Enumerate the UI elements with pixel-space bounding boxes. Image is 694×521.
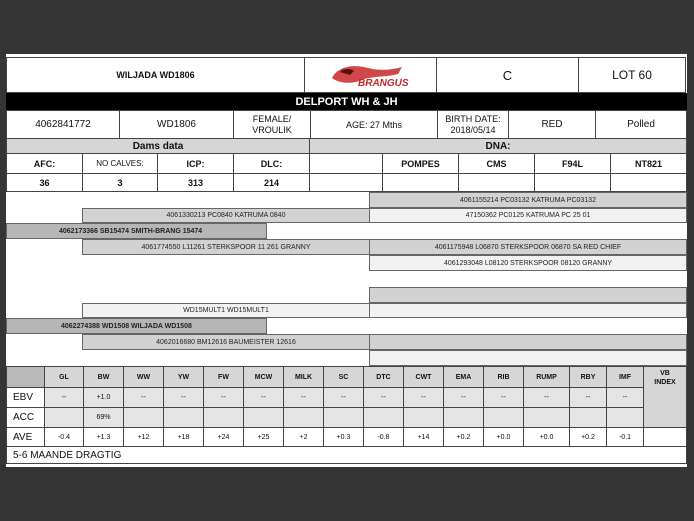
ebv-col-fw: FW	[203, 366, 244, 388]
ebv-col-rump: RUMP	[523, 366, 570, 388]
ave-milk: +2	[283, 427, 324, 447]
ave-imf: -0.1	[606, 427, 644, 447]
acc-fw	[203, 407, 244, 428]
pedigree-dam-sire-dam	[369, 303, 687, 318]
ave-dtc: -0.8	[363, 427, 404, 447]
ebv-mcw: --	[243, 387, 284, 408]
ebv-imf: --	[606, 387, 644, 408]
ave-rump: +0.0	[523, 427, 570, 447]
ebv-rby: --	[569, 387, 607, 408]
ebv-col-rby: RBY	[569, 366, 607, 388]
pedigree-dam-dam-sire	[369, 334, 687, 350]
ebv-col-yw: YW	[163, 366, 204, 388]
pedigree-sire-dam: 4061774550 L11261 STERKSPOOR 11 261 GRANNY	[82, 239, 370, 255]
ave-sc: +0.3	[323, 427, 364, 447]
no-calves-header: NO CALVES:	[82, 153, 158, 174]
nt821-value	[610, 173, 687, 192]
afc-value: 36	[6, 173, 83, 192]
ebv-dtc: --	[363, 387, 404, 408]
pompes-header: POMPES	[382, 153, 459, 174]
nt821-header: NT821	[610, 153, 687, 174]
acc-rib	[483, 407, 524, 428]
ebv-rib: --	[483, 387, 524, 408]
animal-name: WILJADA WD1806	[6, 57, 305, 93]
acc-bw: 69%	[83, 407, 124, 428]
sex-label: FEMALE/ VROULIK	[233, 110, 311, 139]
pedigree-sire-sire-dam: 47150362 PC0125 KATRUMA PC 25 01	[369, 208, 687, 223]
bull-logo-icon	[328, 62, 414, 88]
ave-vb-index	[643, 427, 687, 447]
logo-text: BRANGUS	[357, 78, 409, 88]
cms-header: CMS	[458, 153, 535, 174]
ebv-ema: --	[443, 387, 484, 408]
acc-yw	[163, 407, 204, 428]
afc-header: AFC:	[6, 153, 83, 174]
acc-ema	[443, 407, 484, 428]
ebv-milk: --	[283, 387, 324, 408]
ave-yw: +18	[163, 427, 204, 447]
acc-sc	[323, 407, 364, 428]
ave-ww: +12	[123, 427, 164, 447]
dlc-value: 214	[233, 173, 310, 192]
dna-blank-header	[309, 153, 383, 174]
icp-value: 313	[157, 173, 234, 192]
ave-ema: +0.2	[443, 427, 484, 447]
ebv-col-ww: WW	[123, 366, 164, 388]
acc-ww	[123, 407, 164, 428]
dna-blank-value	[309, 173, 383, 192]
ebv-col-gl: GL	[44, 366, 84, 388]
pedigree-dam: 4062274388 WD1508 WILJADA WD1508	[6, 318, 267, 334]
ebv-bw: +1.0	[83, 387, 124, 408]
ave-mcw: +25	[243, 427, 284, 447]
pedigree-dam-dam-dam	[369, 350, 687, 366]
ave-cwt: +14	[403, 427, 444, 447]
ave-gl: -0.4	[44, 427, 84, 447]
dna-title: DNA:	[309, 138, 687, 154]
acc-row-label: ACC	[6, 407, 45, 428]
pedigree-sire: 4062173366 SB15474 SMITH-BRANG 15474	[6, 223, 267, 239]
pedigree-sire-dam-sire: 4061175948 L06870 STERKSPOOR 06870 SA RED CHIEF	[369, 239, 687, 255]
ebv-col-sc: SC	[323, 366, 364, 388]
ebv-row-label: EBV	[6, 387, 45, 408]
acc-dtc	[363, 407, 404, 428]
acc-gl	[44, 407, 84, 428]
acc-rby	[569, 407, 607, 428]
colour-label: RED	[508, 110, 596, 139]
ebv-col-cwt: CWT	[403, 366, 444, 388]
note-text: 5-6 MAANDE DRAGTIG	[6, 446, 687, 464]
ave-fw: +24	[203, 427, 244, 447]
ebv-col-bw: BW	[83, 366, 124, 388]
ebv-corner	[6, 366, 45, 388]
ebv-col-imf: IMF	[606, 366, 644, 388]
birth-date-cell	[437, 110, 509, 139]
ebv-col-mcw: MCW	[243, 366, 284, 388]
vb-index-header: VB INDEX	[643, 366, 687, 428]
birth-date-value: 2018/05/14	[450, 124, 496, 135]
horn-status: Polled	[595, 110, 687, 139]
f94l-value	[534, 173, 611, 192]
ebv-cwt: --	[403, 387, 444, 408]
ebv-sc: --	[323, 387, 364, 408]
pedigree-dam-sire: WD15MULT1 WD15MULT1	[82, 303, 370, 318]
grade-label: C	[436, 57, 579, 93]
pedigree-dam-dam: 4062016680 BM12616 BAUMEISTER 12616	[82, 334, 370, 350]
ave-row-label: AVE	[6, 427, 45, 447]
cms-value	[458, 173, 535, 192]
acc-imf	[606, 407, 644, 428]
animal-card	[6, 54, 687, 467]
acc-milk	[283, 407, 324, 428]
ave-bw: +1.3	[83, 427, 124, 447]
breeder-bar: DELPORT WH & JH	[6, 93, 687, 110]
ebv-col-dtc: DTC	[363, 366, 404, 388]
ebv-rump: --	[523, 387, 570, 408]
age-label: AGE: 27 Mths	[310, 110, 438, 139]
brangus-logo	[304, 57, 437, 93]
tag-number: WD1806	[119, 110, 234, 139]
birth-date-label: BIRTH DATE:	[445, 113, 501, 124]
acc-mcw	[243, 407, 284, 428]
dams-data-title: Dams data	[6, 138, 310, 154]
lot-label: LOT 60	[578, 57, 686, 93]
no-calves-value: 3	[82, 173, 158, 192]
pedigree-sire-dam-dam: 4061293048 L08120 STERKSPOOR 08120 GRANNY	[369, 255, 687, 271]
pedigree-sire-sire-sire: 4061155214 PC03132 KATRUMA PC03132	[369, 192, 687, 208]
ebv-col-rib: RIB	[483, 366, 524, 388]
id-number: 4062841772	[6, 110, 120, 139]
ave-rib: +0.0	[483, 427, 524, 447]
ebv-ww: --	[123, 387, 164, 408]
icp-header: ICP:	[157, 153, 234, 174]
ebv-col-milk: MILK	[283, 366, 324, 388]
f94l-header: F94L	[534, 153, 611, 174]
ebv-fw: --	[203, 387, 244, 408]
ebv-gl: --	[44, 387, 84, 408]
ebv-yw: --	[163, 387, 204, 408]
ebv-col-ema: EMA	[443, 366, 484, 388]
acc-rump	[523, 407, 570, 428]
acc-cwt	[403, 407, 444, 428]
pedigree-sire-sire: 4061330213 PC0840 KATRUMA 0840	[82, 208, 370, 223]
pompes-value	[382, 173, 459, 192]
ave-rby: +0.2	[569, 427, 607, 447]
pedigree-dam-sire-sire	[369, 287, 687, 303]
dlc-header: DLC:	[233, 153, 310, 174]
